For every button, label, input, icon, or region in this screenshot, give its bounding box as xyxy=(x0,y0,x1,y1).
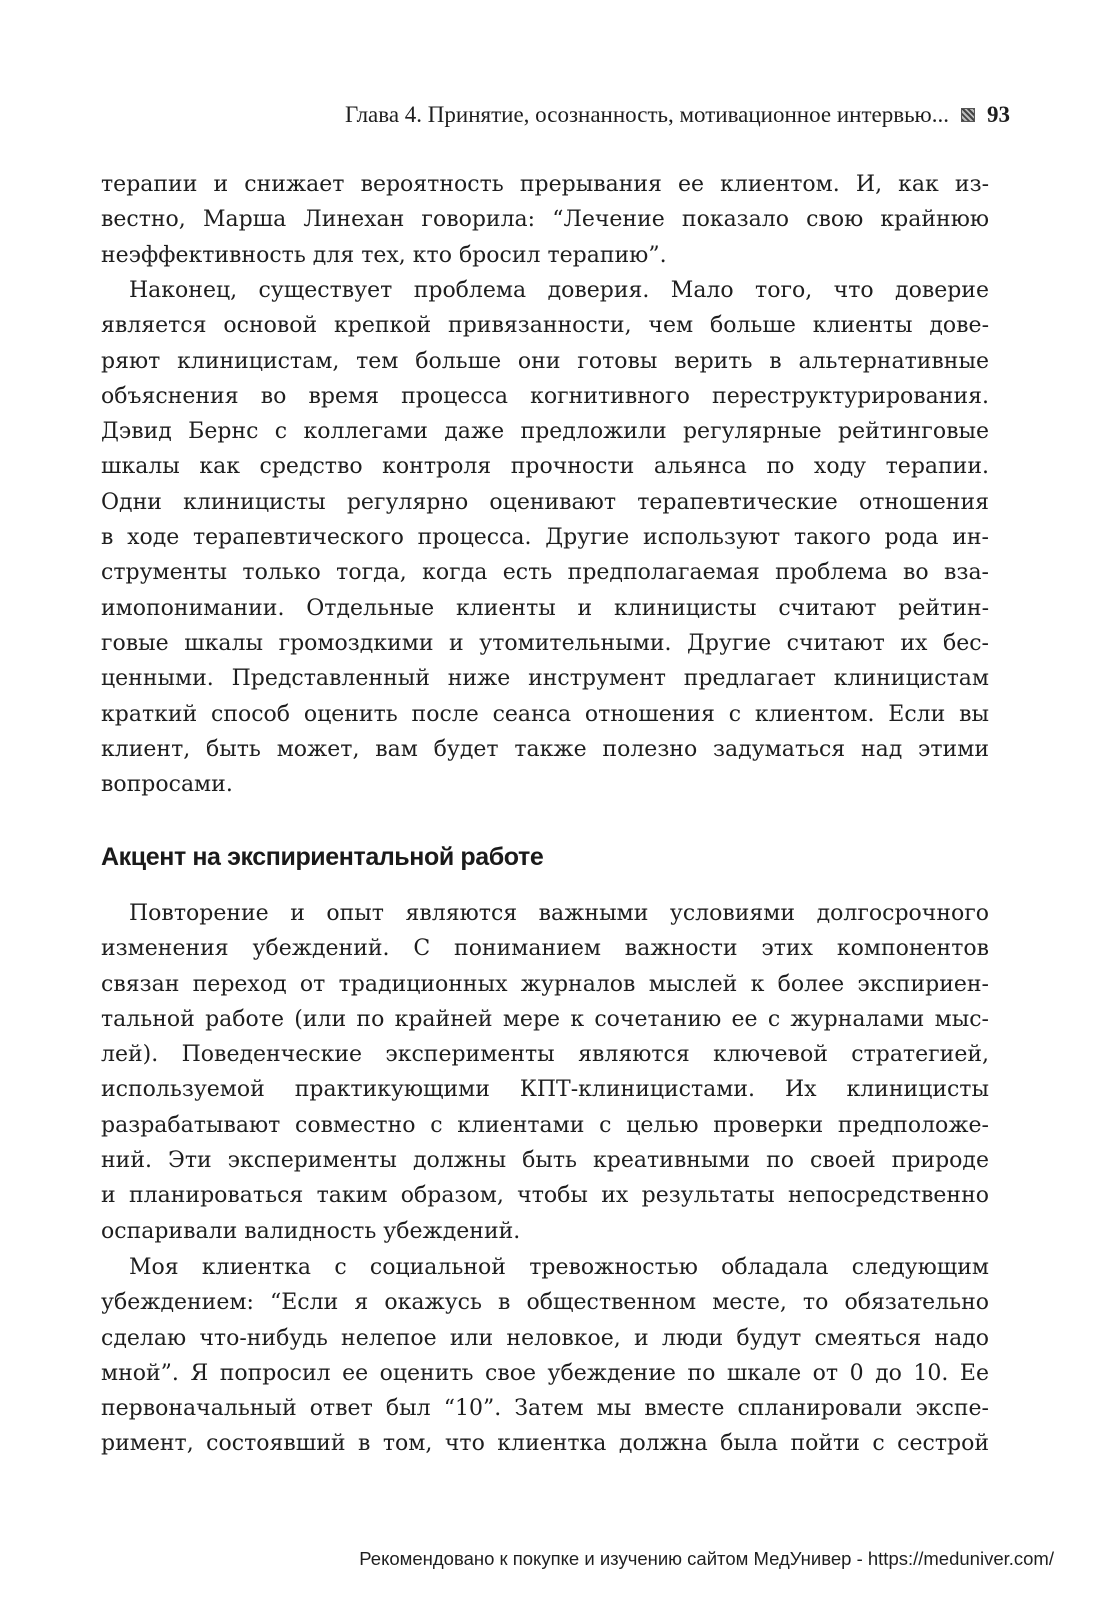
paragraph-3 xyxy=(101,896,989,1249)
paragraph-1 xyxy=(101,167,989,273)
text-line: ценными. Представленный ниже инструмент предлагает клиницистам xyxy=(101,666,989,692)
text-line: струменты только тогда, когда есть предполагаемая проблема во вза- xyxy=(101,560,989,586)
text-line: мной”. Я попросил ее оценить свое убеждение по шкале от 0 до 10. Ее xyxy=(101,1360,989,1386)
running-head xyxy=(345,102,1010,128)
section-heading: Акцент на экспириентальной работе xyxy=(101,843,544,871)
ornament-square-icon xyxy=(961,108,975,122)
text-line: используемой практикующими КПТ-клиницистами. Их клиницисты xyxy=(101,1077,989,1103)
running-title: Глава 4. Принятие, осознанность, мотивационное интервью... xyxy=(345,102,949,127)
text-line: убеждением: “Если я окажусь в общественном месте, то обязательно xyxy=(101,1290,989,1316)
text-line: клиент, быть может, вам будет также полезно задуматься над этими xyxy=(101,736,989,762)
text-line: Повторение и опыт являются важными условиями долгосрочного xyxy=(129,901,989,926)
text-line: неэффективность для тех, кто бросил терапию”. xyxy=(101,242,667,268)
paragraph-4 xyxy=(101,1250,989,1462)
text-line: является основой крепкой привязанности, чем больше клиенты дове- xyxy=(101,313,989,339)
text-line: ряют клиницистам, тем больше они готовы верить в альтернативные xyxy=(101,348,989,374)
text-line: Моя клиентка с социальной тревожностью обладала следующим xyxy=(129,1255,989,1280)
text-line: разрабатывают совместно с клиентами с целью проверки предположе- xyxy=(101,1112,989,1138)
text-line: краткий способ оценить после сеанса отношения с клиентом. Если вы xyxy=(101,701,989,727)
text-line: изменения убеждений. С пониманием важности этих компонентов xyxy=(101,936,989,962)
text-line: объяснения во время процесса когнитивного переструктурирования. xyxy=(101,383,989,409)
text-line: ний. Эти эксперименты должны быть креативными по своей природе xyxy=(101,1148,989,1174)
text-line: сделаю что-нибудь нелепое или неловкое, и люди будут смеяться надо xyxy=(101,1325,989,1351)
text-line: говые шкалы громоздкими и утомительными. Другие считают их бес- xyxy=(101,630,989,656)
text-line: римент, состоявший в том, что клиентка должна была пойти с сестрой xyxy=(101,1431,989,1457)
text-line: Наконец, существует проблема доверия. Мало того, что доверие xyxy=(129,278,989,303)
text-line: первоначальный ответ был “10”. Затем мы вместе спланировали экспе- xyxy=(101,1396,989,1422)
footer-recommendation: Рекомендовано к покупке и изучению сайтом МедУнивер - https://meduniver.com/ xyxy=(359,1548,1054,1569)
text-line: лей). Поведенческие эксперименты являются ключевой стратегией, xyxy=(101,1042,989,1068)
text-line: в ходе терапевтического процесса. Другие используют такого рода ин- xyxy=(101,525,989,551)
text-line: тальной работе (или по крайней мере к сочетанию ее с журналами мыс- xyxy=(101,1006,989,1032)
text-line: терапии и снижает вероятность прерывания ее клиентом. И, как из- xyxy=(101,172,989,197)
text-line: вопросами. xyxy=(101,772,233,798)
text-line: оспаривали валидность убеждений. xyxy=(101,1218,521,1244)
text-line: имопонимании. Отдельные клиенты и клиницисты считают рейтин- xyxy=(101,595,989,621)
page-number: 93 xyxy=(987,102,1010,127)
text-line: связан переход от традиционных журналов мыслей к более экспириен- xyxy=(101,971,989,997)
text-line: Одни клиницисты регулярно оценивают терапевтические отношения xyxy=(101,489,989,515)
text-line: и планироваться таким образом, чтобы их результаты непосредственно xyxy=(101,1183,989,1209)
text-line: Дэвид Бернс с коллегами даже предложили регулярные рейтинговые xyxy=(101,419,989,445)
text-line: шкалы как средство контроля прочности альянса по ходу терапии. xyxy=(101,454,989,480)
paragraph-2 xyxy=(101,273,989,802)
text-line: вестно, Марша Линехан говорила: “Лечение показало свою крайнюю xyxy=(101,207,989,233)
